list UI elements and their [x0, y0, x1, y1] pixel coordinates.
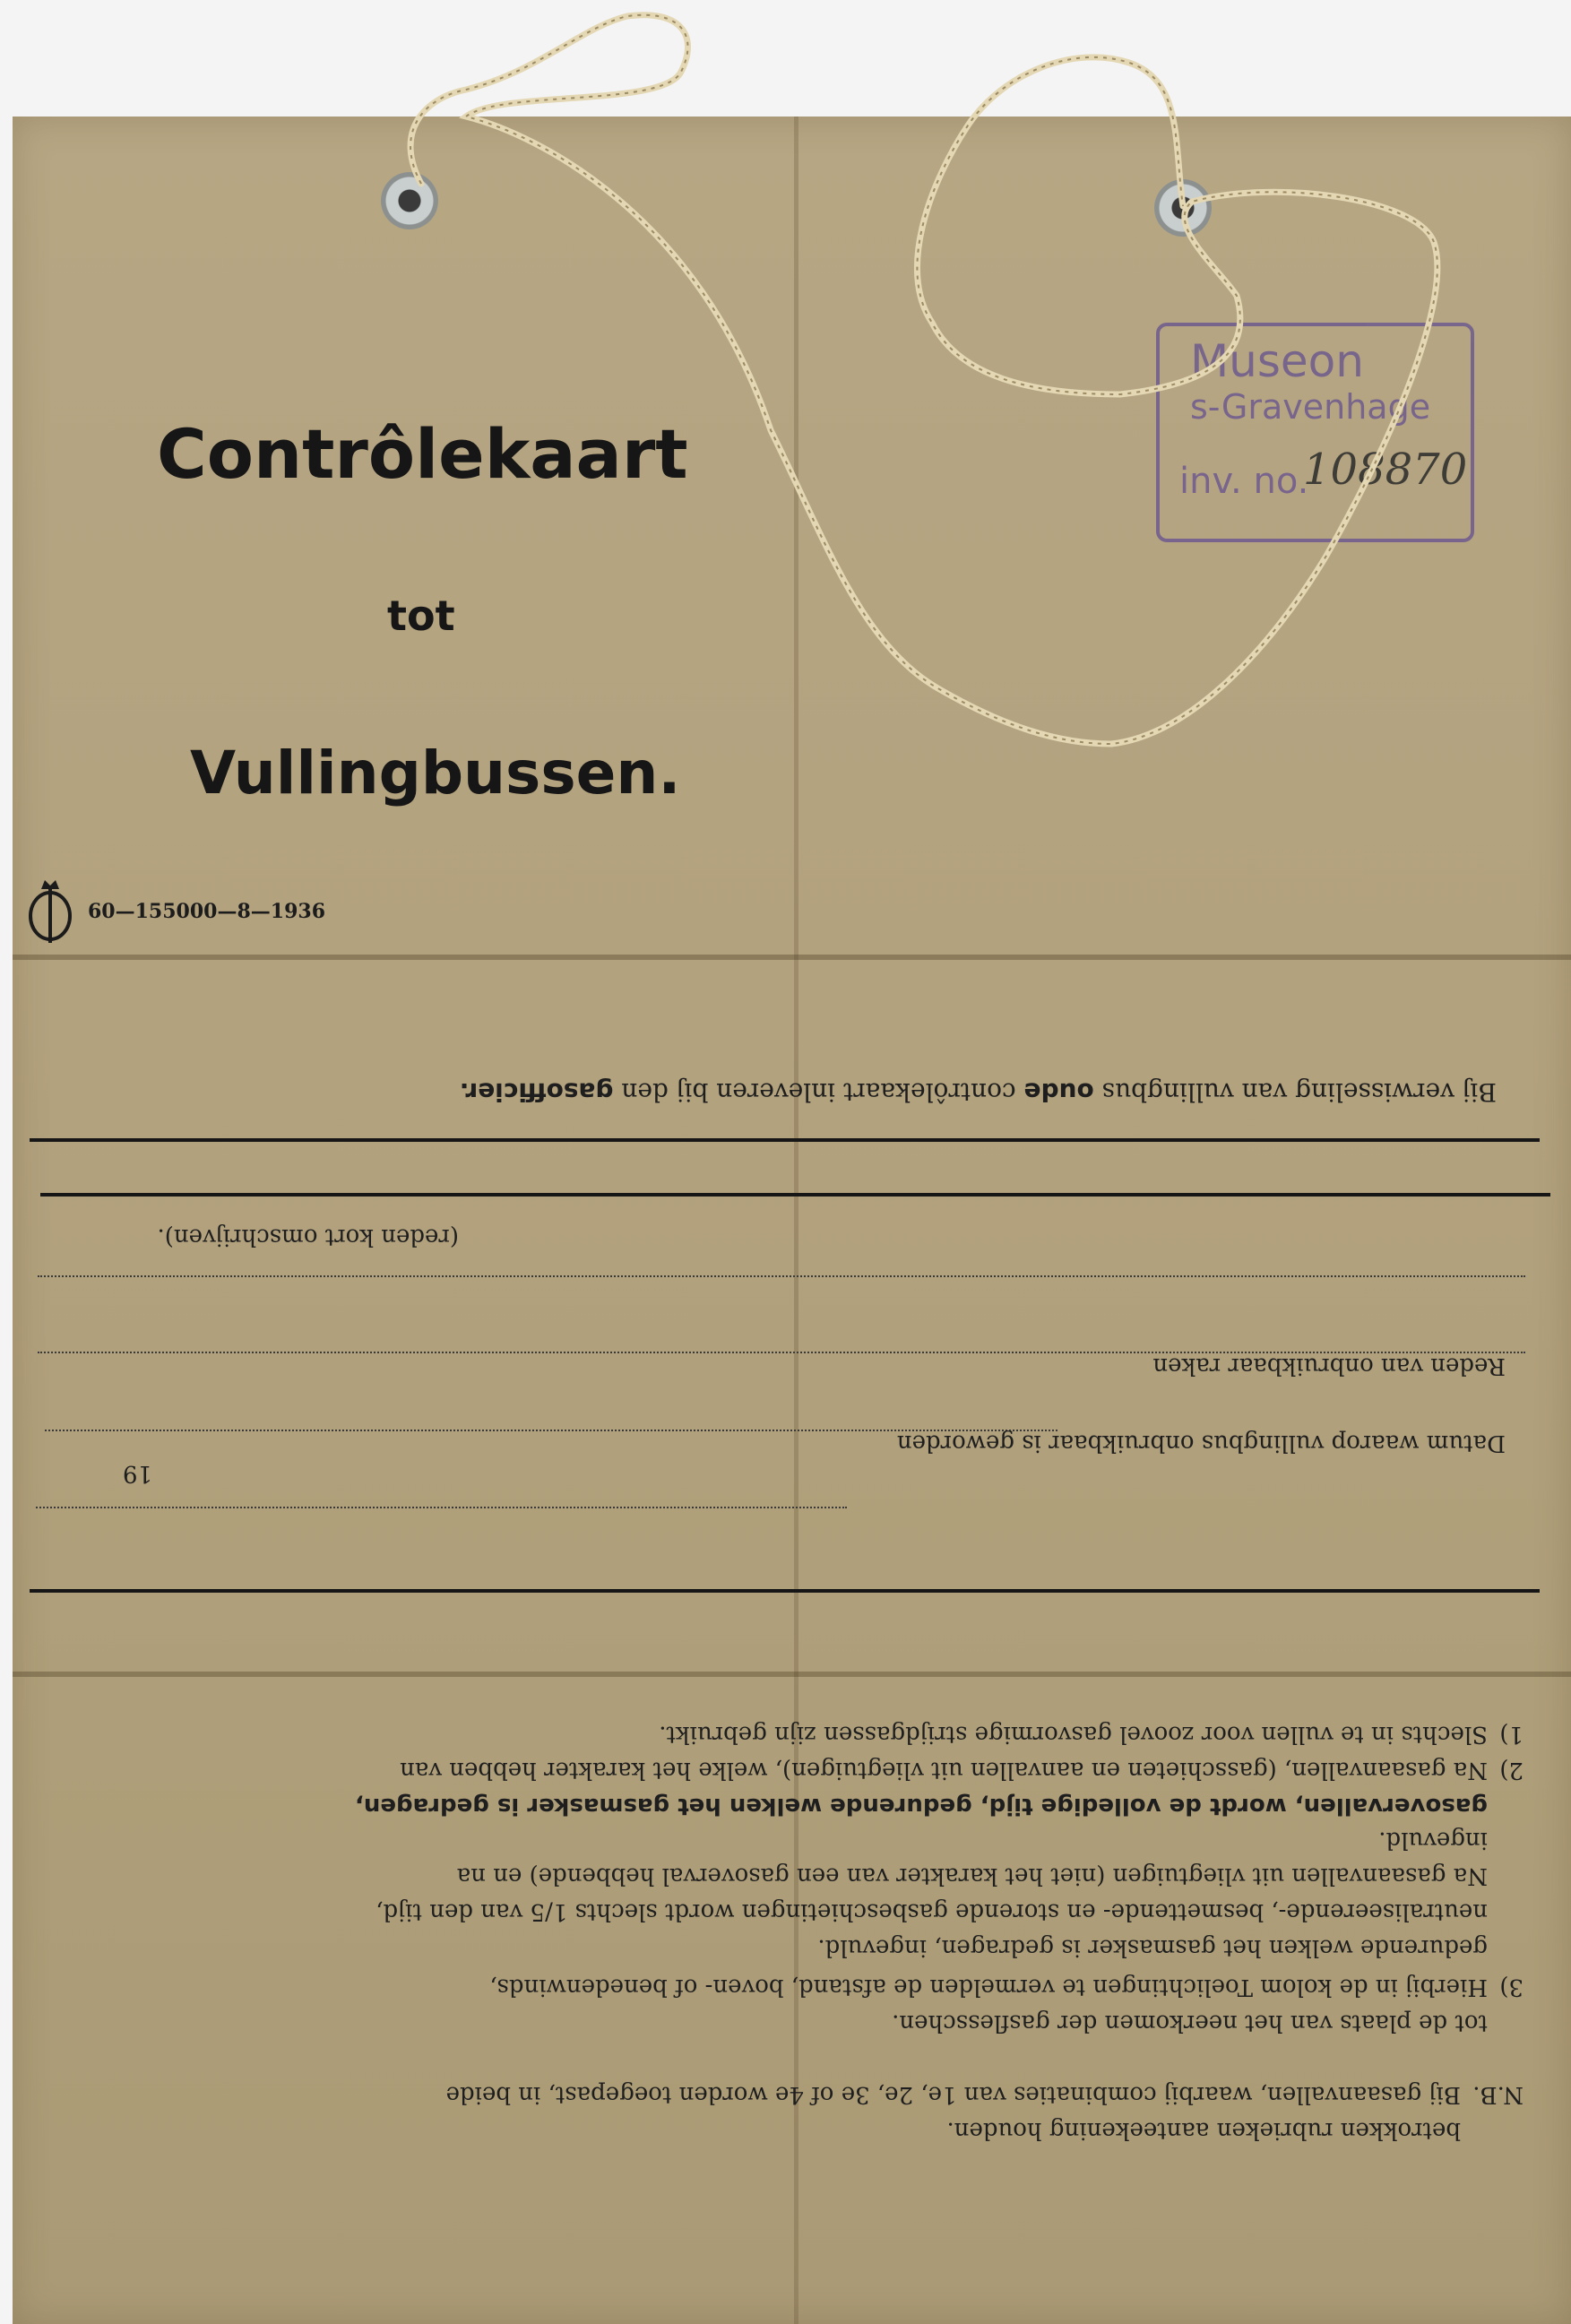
- note-3-line-1: Hierbij in de kolom Toelichtingen te vermelden de afstand, boven- of benedenwinds,: [489, 1974, 1488, 2000]
- fold-line-upper: [13, 955, 1571, 960]
- stamp-museum-name: Museon: [1190, 335, 1364, 387]
- note-2-line-3: ingevuld.: [1378, 1827, 1488, 1853]
- card-title: Contrôlekaart: [157, 414, 688, 494]
- note-2-line-6: gedurende welken het gasmasker is gedragen, ingevuld.: [817, 1934, 1488, 1961]
- notes-section-rotated: [27, 1703, 1550, 2205]
- card-subtitle: tot: [387, 592, 455, 640]
- reason-line-1[interactable]: [38, 1275, 1525, 1277]
- instruction-line: Bij verwisseling van vullingbus oude contrôlekaart inleveren bij den gasofficier.: [459, 1077, 1497, 1107]
- stamp-inv-label: inv. no.: [1179, 461, 1309, 502]
- fold-line-lower: [13, 1672, 1571, 1677]
- note-1-num: 1): [1499, 1721, 1524, 1748]
- reason-hint: (reden kort omschrijven).: [157, 1223, 459, 1250]
- note-2-line-1: Na gasaanvallen, (gasschieten en aanvallen uit vliegtuigen), welke het karakter hebben van: [400, 1757, 1488, 1784]
- note-2-num: 2): [1499, 1757, 1524, 1784]
- year-prefix: 19: [122, 1460, 152, 1487]
- stamp-city: s-Gravenhage: [1190, 387, 1431, 427]
- note-2-line-2: gasovervallen, wordt de volledige tijd, gedurende welken het gasmasker is gedragen,: [354, 1793, 1488, 1819]
- note-2-line-5: neutraliseerende-, besmettende- en storende gasbeschietingen wordt slechts 1/5 van den tijd,: [375, 1898, 1488, 1925]
- print-number: 60—155000—8—1936: [88, 900, 325, 923]
- nb-label: N.B.: [1472, 2081, 1524, 2108]
- card-title-second: Vullingbussen.: [190, 739, 681, 808]
- rule-top: [40, 1193, 1550, 1197]
- note-2-line-4: Na gasaanvallen uit vliegtuigen (niet het karakter van een gasoverval hebbende) en na: [456, 1862, 1488, 1889]
- date-line[interactable]: [54, 1507, 847, 1508]
- stamp-inv-number: 108870: [1303, 445, 1468, 495]
- form-section-rotated: [27, 1008, 1550, 1546]
- note-3-num: 3): [1499, 1974, 1524, 2000]
- nb-line-2: betrokken rubrieken aanteekening houden.: [946, 2117, 1461, 2144]
- date-label: Datum waarop vullingbus onbruikbaar is geworden: [896, 1430, 1506, 1456]
- note-1-line-1: Slechts in te vullen voor zoovel gasvormige strijdgassen zijn gebruikt.: [659, 1721, 1488, 1748]
- note-3-line-2: tot de plaats van het neerkomen der gasflesschen.: [892, 2009, 1488, 2036]
- year-line[interactable]: [36, 1507, 117, 1508]
- rule-upper: [30, 1138, 1540, 1142]
- reason-label: Reden van onbruikbaar raken: [1152, 1352, 1506, 1379]
- hanging-string: [0, 0, 1571, 896]
- nb-line-1: Bij gasaanvallen, waarbij combinaties van 1e, 2e, 3e of 4e worden toegepast, in beide: [445, 2081, 1461, 2108]
- rule-lower: [30, 1589, 1540, 1593]
